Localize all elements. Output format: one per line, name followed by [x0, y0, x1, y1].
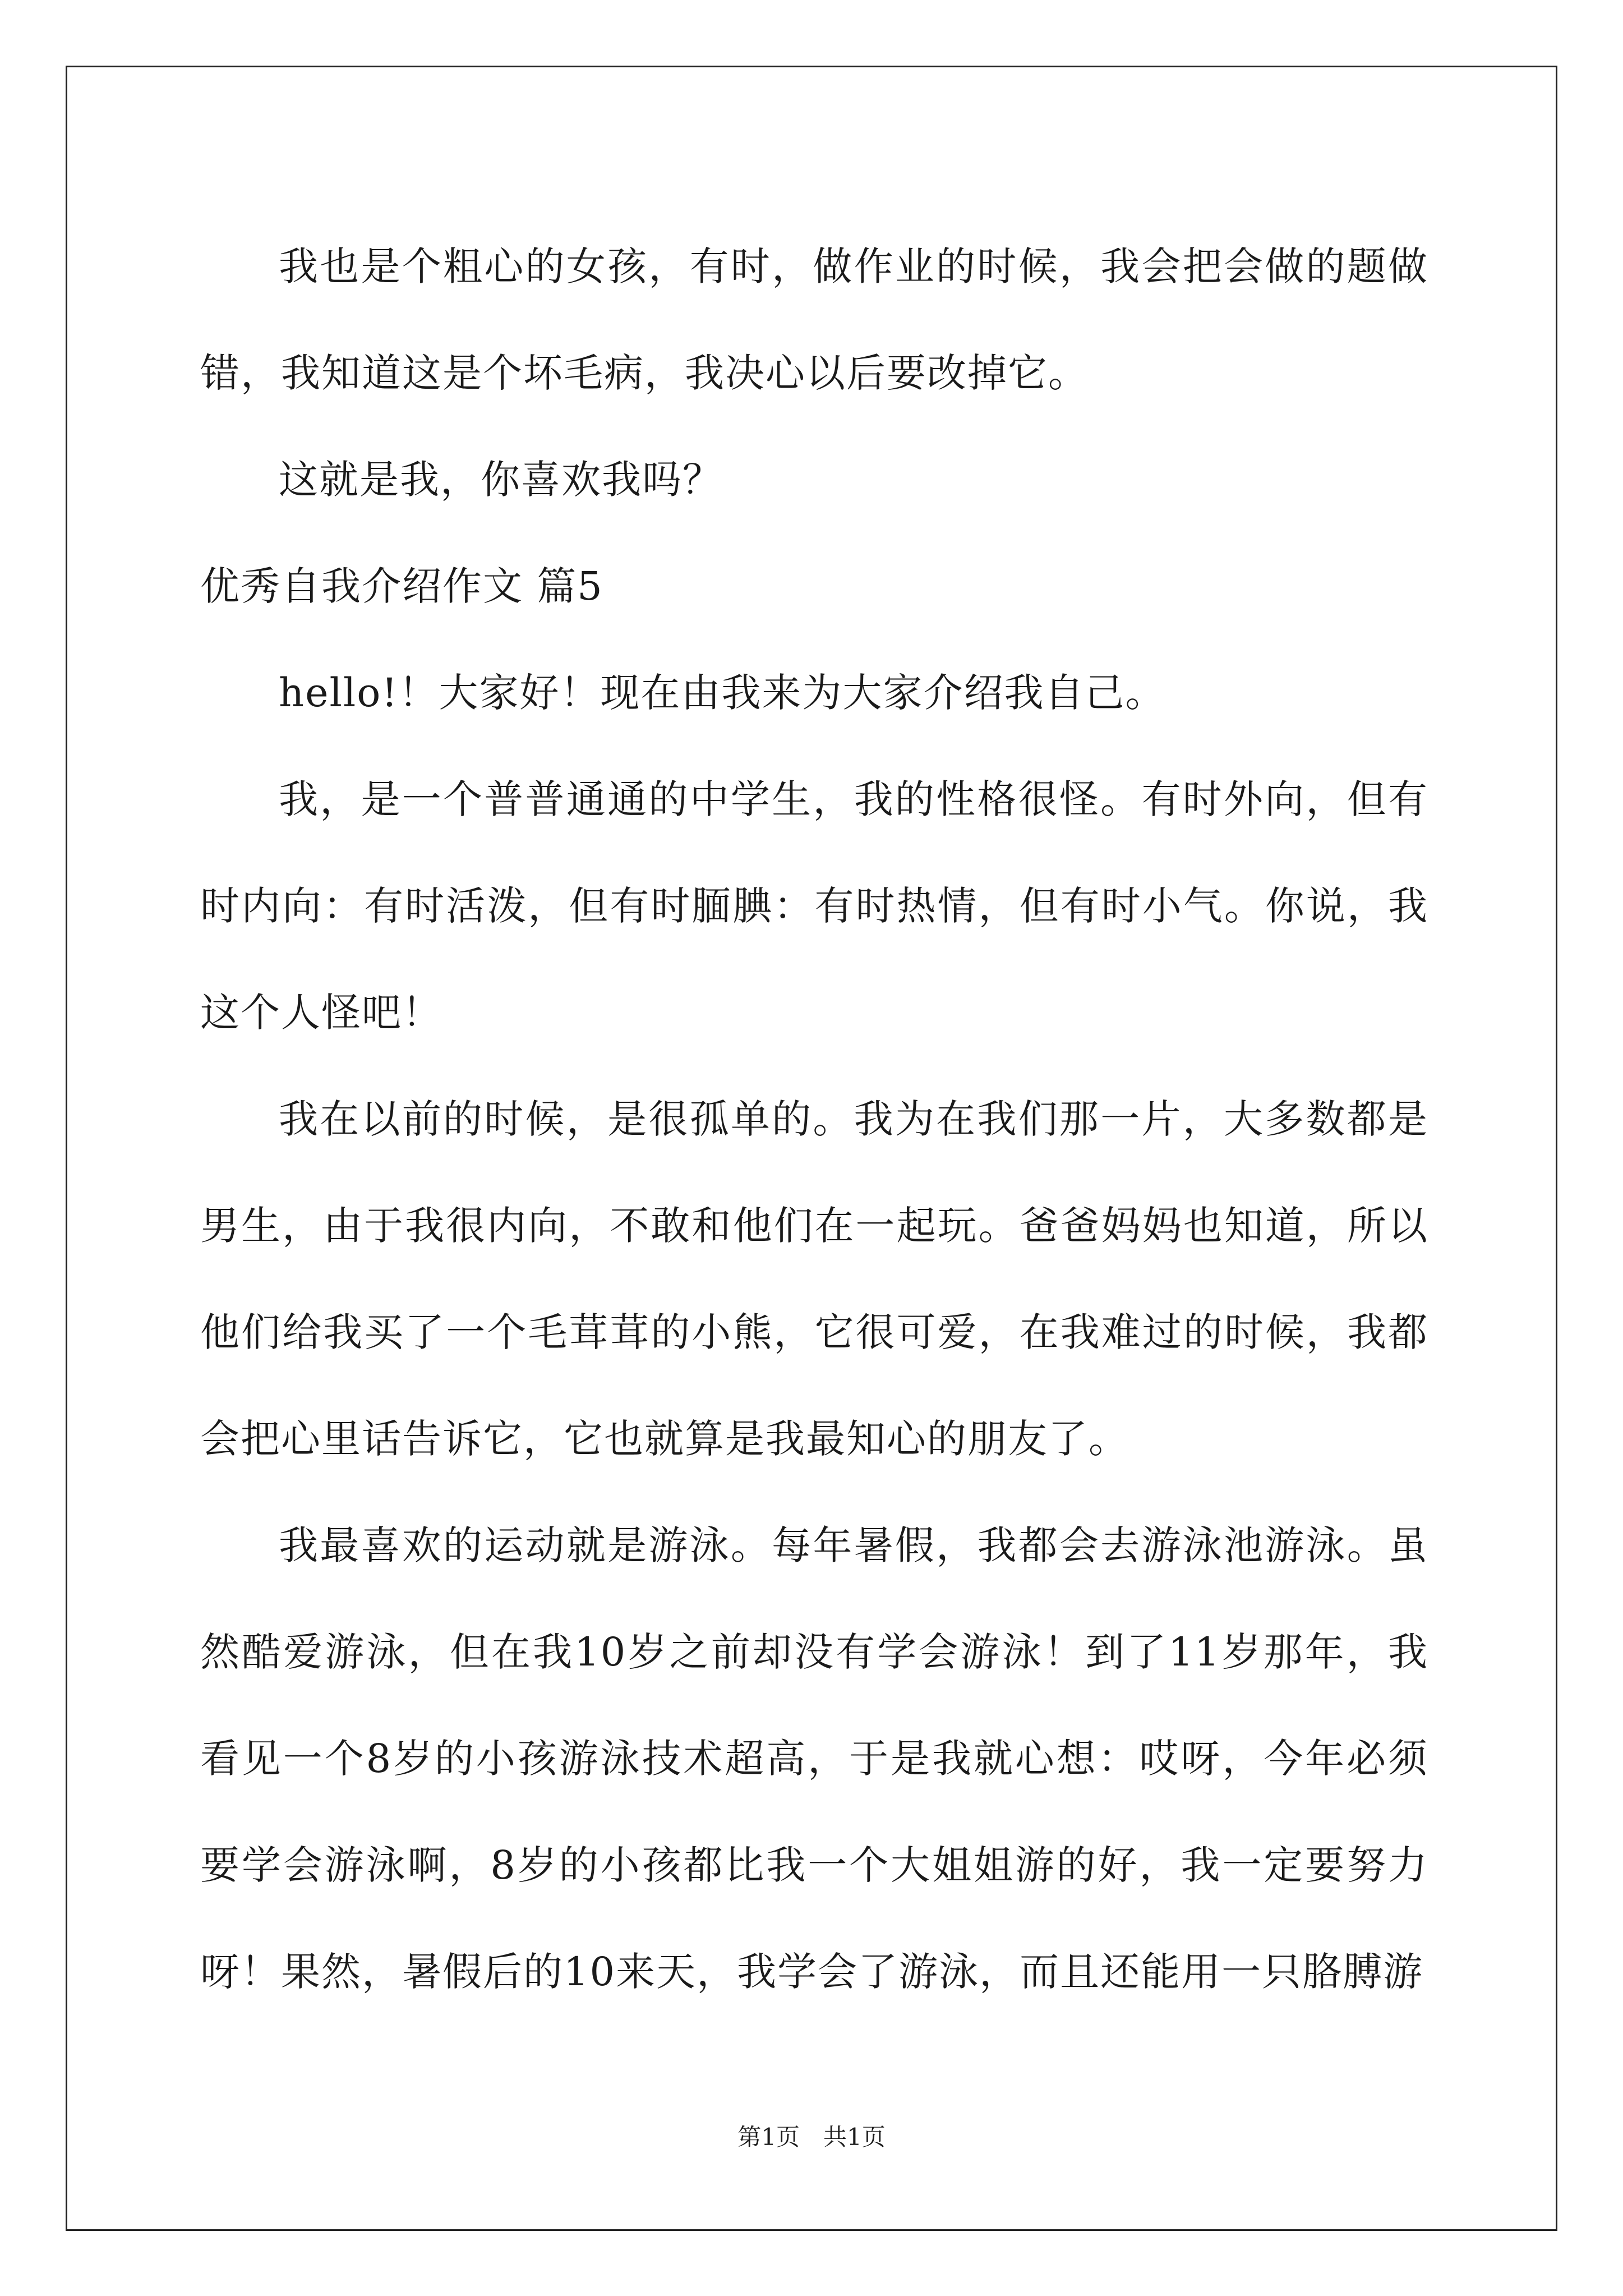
paragraph-3: hello!！大家好！现在由我来为大家介绍我自己。	[279, 670, 1166, 716]
section-heading: 优秀自我介绍作文 篇5	[200, 563, 603, 609]
paragraph-5: 我在以前的时候，是很孤单的。我为在我们那一片，大多数都是男生，由于我很内向，不敢和他们在一起玩。爸爸妈妈也知道，所以他们给我买了一个毛茸茸的小熊，它很可爱，在我难过的时候，我都会把心里话告诉它，它也就算是我最知心的朋友了。	[200, 1096, 1428, 1462]
paragraph-1: 我也是个粗心的女孩，有时，做作业的时候，我会把会做的题做错，我知道这是个坏毛病，我决心以后要改掉它。	[200, 243, 1428, 396]
document-body	[200, 213, 1428, 2025]
paragraph-2: 这就是我，你喜欢我吗？	[279, 457, 723, 503]
page-footer: 第1页 共1页	[737, 2123, 886, 2151]
paragraph-6: 我最喜欢的运动就是游泳。每年暑假，我都会去游泳池游泳。虽然酷爱游泳，但在我10岁之前却没有学会游泳！到了11岁那年，我看见一个8岁的小孩游泳技术超高，于是我就心想：哎呀，今年必须要学会游泳啊，8岁的小孩都比我一个大姐姐游的好，我一定要努力呀！果然，暑假后的10来天，我学会了游泳，而且还能用一只胳膊游	[200, 1522, 1428, 1995]
paragraph-4: 我，是一个普普通通的中学生，我的性格很怪。有时外向，但有时内向：有时活泼，但有时腼腆：有时热情，但有时小气。你说，我这个人怪吧！	[200, 776, 1428, 1036]
